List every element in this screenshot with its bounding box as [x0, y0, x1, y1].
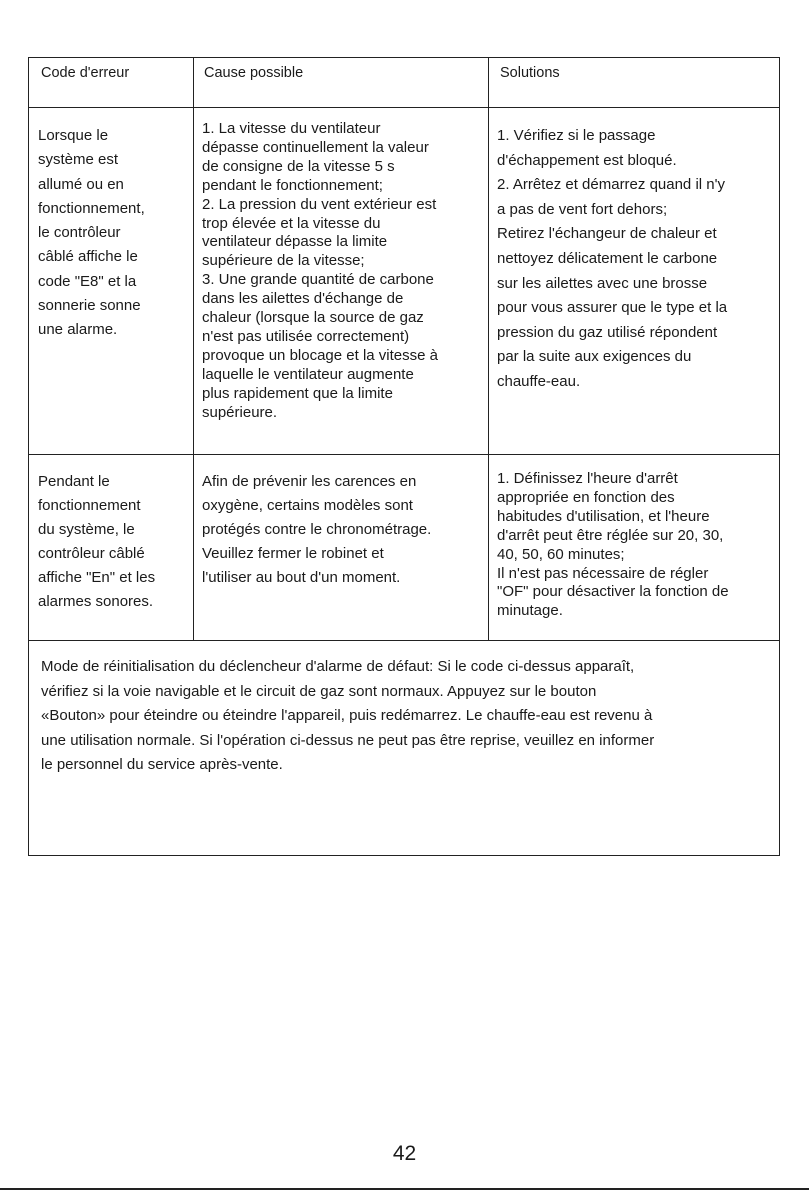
- text-line: supérieure.: [202, 403, 278, 421]
- page-number: 42: [392, 1142, 417, 1165]
- text-line: dans les ailettes d'échange de: [202, 290, 404, 308]
- text-line: trop élevée et la vitesse du: [202, 214, 381, 232]
- text-line: ventilateur dépasse la limite: [202, 233, 388, 251]
- error-code-table: [28, 57, 780, 856]
- row-divider: [29, 640, 779, 641]
- text-line: fonctionnement: [38, 497, 141, 514]
- text-line: d'échappement est bloqué.: [497, 151, 677, 169]
- text-line: 40, 50, 60 minutes;: [497, 545, 625, 563]
- text-line: chaleur (lorsque la source de gaz: [202, 309, 424, 327]
- text-line: d'arrêt peut être réglée sur 20, 30,: [497, 526, 724, 544]
- text-line: affiche "En" et les: [38, 569, 156, 586]
- text-line: dépasse continuellement la valeur: [202, 138, 429, 156]
- row1-code-cell: [38, 124, 145, 343]
- text-line: minutage.: [497, 602, 563, 620]
- text-line: Mode de réinitialisation du déclencheur d'alarme de défaut: Si le code ci-dessus apparaît,: [41, 658, 635, 675]
- text-line: 1. Définissez l'heure d'arrêt: [497, 470, 678, 487]
- text-line: supérieure de la vitesse;: [202, 252, 365, 270]
- text-line: une alarme.: [38, 321, 118, 339]
- text-line: chauffe-eau.: [497, 372, 581, 390]
- row2-cause-cell: [202, 470, 431, 590]
- text-line: pour vous assurer que le type et la: [497, 299, 728, 317]
- text-line: oxygène, certains modèles sont: [202, 497, 413, 514]
- row2-solutions-cell: [497, 470, 729, 621]
- text-line: 3. Une grande quantité de carbone: [202, 271, 434, 289]
- text-line: pendant le fonctionnement;: [202, 176, 383, 194]
- row1-solutions-cell: [497, 124, 727, 395]
- text-line: nettoyez délicatement le carbone: [497, 249, 718, 267]
- text-line: 2. Arrêtez et démarrez quand il n'y: [497, 176, 725, 194]
- text-line: Retirez l'échangeur de chaleur et: [497, 225, 717, 243]
- text-line: appropriée en fonction des: [497, 488, 675, 506]
- text-line: une utilisation normale. Si l'opération ci-dessus ne peut pas être reprise, veuillez en informer: [41, 731, 655, 749]
- text-line: code "E8" et la: [38, 272, 137, 290]
- text-line: le personnel du service après-vente.: [41, 756, 283, 774]
- reset-note: [41, 655, 654, 778]
- text-line: sonnerie sonne: [38, 297, 141, 315]
- row1-cause-cell: [202, 120, 438, 423]
- text-line: Veuillez fermer le robinet et: [202, 545, 384, 562]
- column-divider: [193, 58, 194, 640]
- column-divider: [488, 58, 489, 640]
- text-line: par la suite aux exigences du: [497, 348, 692, 366]
- text-line: 1. Vérifiez si le passage: [497, 127, 656, 144]
- text-line: Lorsque le: [38, 127, 109, 144]
- text-line: sur les ailettes avec une brosse: [497, 274, 708, 292]
- header-cause: Cause possible: [204, 65, 304, 81]
- text-line: alarmes sonores.: [38, 593, 154, 610]
- text-line: Il n'est pas nécessaire de régler: [497, 564, 709, 582]
- row-divider: [29, 454, 779, 455]
- text-line: n'est pas utilisée correctement): [202, 327, 410, 345]
- text-line: de consigne de la vitesse 5 s: [202, 157, 395, 175]
- text-line: vérifiez si la voie navigable et le circuit de gaz sont normaux. Appuyez sur le bouton: [41, 682, 597, 700]
- text-line: Pendant le: [38, 473, 110, 490]
- text-line: le contrôleur: [38, 224, 121, 242]
- text-line: «Bouton» pour éteindre ou éteindre l'appareil, puis redémarrez. Le chauffe-eau est revenu à: [41, 707, 653, 725]
- text-line: 1. La vitesse du ventilateur: [202, 120, 381, 137]
- text-line: contrôleur câblé: [38, 545, 145, 562]
- text-line: Afin de prévenir les carences en: [202, 473, 417, 490]
- text-line: système est: [38, 151, 119, 169]
- text-line: pression du gaz utilisé répondent: [497, 323, 718, 341]
- text-line: provoque un blocage et la vitesse à: [202, 346, 438, 364]
- text-line: l'utiliser au bout d'un moment.: [202, 569, 401, 586]
- text-line: plus rapidement que la limite: [202, 384, 393, 402]
- text-line: laquelle le ventilateur augmente: [202, 365, 414, 383]
- header-code: Code d'erreur: [41, 65, 130, 81]
- text-line: a pas de vent fort dehors;: [497, 200, 668, 218]
- text-line: fonctionnement,: [38, 199, 145, 217]
- text-line: allumé ou en: [38, 175, 124, 193]
- header-solutions: Solutions: [500, 65, 560, 81]
- text-line: du système, le: [38, 521, 135, 538]
- text-line: "OF" pour désactiver la fonction de: [497, 583, 729, 601]
- row-divider: [29, 107, 779, 108]
- bottom-rule: [0, 1188, 809, 1190]
- text-line: protégés contre le chronométrage.: [202, 521, 432, 538]
- row2-code-cell: [38, 470, 155, 614]
- text-line: câblé affiche le: [38, 248, 138, 266]
- text-line: habitudes d'utilisation, et l'heure: [497, 507, 710, 525]
- text-line: 2. La pression du vent extérieur est: [202, 195, 437, 213]
